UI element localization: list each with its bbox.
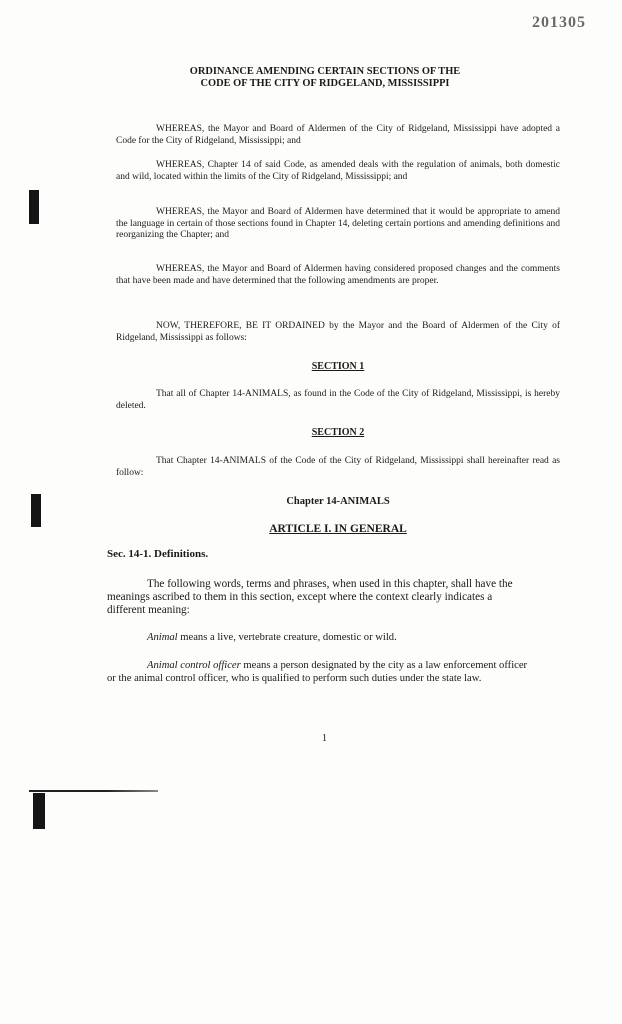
definition-term: Animal: [147, 632, 178, 643]
section-2-heading: SECTION 2: [311, 427, 365, 438]
whereas-paragraph-4: WHEREAS, the Mayor and Board of Aldermen having considered proposed changes and the comments that have been made and have determined that the following amendments are proper.: [116, 264, 560, 286]
title-line-1: ORDINANCE AMENDING CERTAIN SECTIONS OF THE: [189, 66, 461, 77]
scan-mark-top: [29, 190, 39, 224]
section-1-heading: SECTION 1: [311, 361, 365, 372]
title-line-2: CODE OF THE CITY OF RIDGELAND, MISSISSIPPI: [200, 78, 450, 89]
section-2-text: That Chapter 14-ANIMALS of the Code of the City of Ridgeland, Mississippi shall hereinafter read as follow:: [116, 456, 560, 478]
definition-text: means a person designated by the city as a law enforcement officer or the animal control officer, who is qualified to perform such duties under the state law.: [107, 660, 528, 684]
definition-animal: [107, 632, 532, 645]
page-number: 1: [322, 733, 327, 744]
document-number-stamp: 201305: [532, 14, 586, 31]
article-heading: ARTICLE I. IN GENERAL: [269, 523, 407, 535]
definition-term: Animal control officer: [147, 660, 241, 671]
whereas-paragraph-2: WHEREAS, Chapter 14 of said Code, as amended deals with the regulation of animals, both domestic and wild, located within the limits of the City of Ridgeland, Mississippi; and: [116, 160, 560, 182]
ordinance-title: [100, 66, 550, 90]
chapter-heading: Chapter 14-ANIMALS: [286, 496, 390, 507]
definitions-intro: The following words, terms and phrases, when used in this chapter, shall have the meanings ascribed to them in this section, except where the context clearly indicates a different meaning:: [107, 578, 513, 617]
scan-rule-line: [29, 790, 158, 792]
section-definitions-heading: Sec. 14-1. Definitions.: [107, 548, 209, 560]
section-1-text: That all of Chapter 14-ANIMALS, as found in the Code of the City of Ridgeland, Mississippi, is hereby deleted.: [116, 389, 560, 411]
definition-text: means a live, vertebrate creature, domestic or wild.: [177, 632, 397, 643]
scan-mark-middle: [31, 494, 41, 527]
whereas-paragraph-1: WHEREAS, the Mayor and Board of Aldermen of the City of Ridgeland, Mississippi have adopted a Code for the City of Ridgeland, Mississippi; and: [116, 124, 560, 146]
definition-animal-control-officer: [107, 660, 532, 685]
ordained-paragraph: NOW, THEREFORE, BE IT ORDAINED by the Mayor and the Board of Aldermen of the City of Ridgeland, Mississippi as follows:: [116, 321, 560, 343]
whereas-paragraph-3: WHEREAS, the Mayor and Board of Aldermen have determined that it would be appropriate to amend the language in certain of those sections found in Chapter 14, deleting certain portions and amending definitions and reorganizing the Chapter; and: [116, 207, 560, 240]
scan-mark-bottom: [33, 793, 45, 829]
